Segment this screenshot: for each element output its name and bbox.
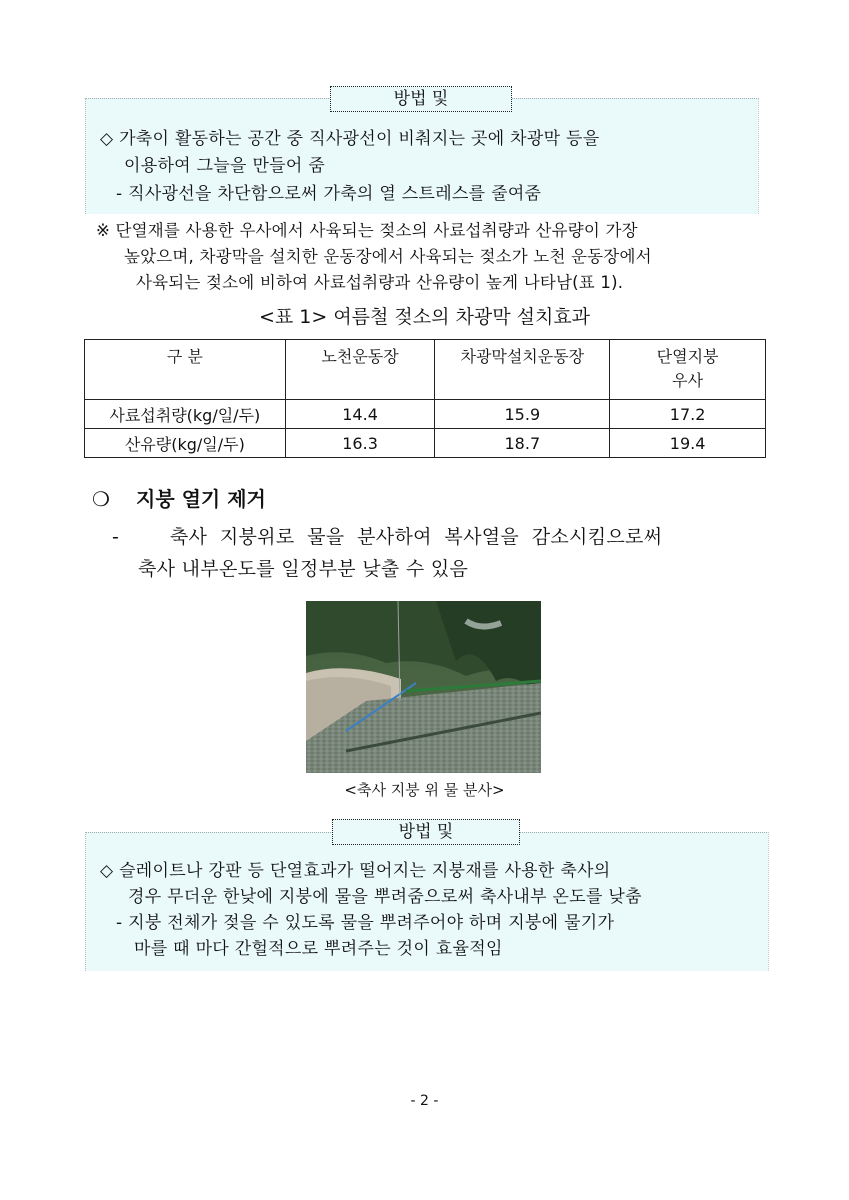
section-line-2: 축사 내부온도를 일정부분 낮출 수 있음 (138, 558, 469, 580)
section-title: 지붕 열기 제거 (136, 487, 266, 511)
note-line-1: ※ 단열재를 사용한 우사에서 사육되는 젖소의 사료섭취량과 산유량이 가장 (96, 221, 638, 240)
box2-line-1: ◇ 슬레이트나 강판 등 단열효과가 떨어지는 지붕재를 사용한 축사의 (100, 861, 611, 881)
table-cell: 사료섭취량(kg/일/두) (85, 400, 286, 429)
table-cell: 18.7 (435, 429, 610, 458)
note-line-2: 높았으며, 차광막을 설치한 운동장에서 사육되는 젖소가 노천 운동장에서 (124, 247, 652, 266)
data-table (84, 339, 766, 458)
table-cell: 17.2 (610, 400, 766, 429)
table-cell: 15.9 (435, 400, 610, 429)
section-heading (92, 483, 266, 512)
page-number: - 2 - (410, 1093, 439, 1109)
method-box-2-tag: 방법 및 (332, 819, 520, 845)
table-row (85, 429, 766, 458)
box2-line-4: 마를 때 마다 간헐적으로 뿌려주는 것이 효율적임 (134, 939, 503, 959)
table-header-insulated-roof: 단열지붕 (656, 347, 719, 366)
table-header-open-yard: 노천운동장 (285, 340, 435, 400)
table-cell: 19.4 (610, 429, 766, 458)
table-header-row (85, 340, 766, 400)
table-cell: 14.4 (285, 400, 435, 429)
table-header-category: 구 분 (85, 340, 286, 400)
roof-spray-photo (306, 601, 541, 773)
roof-spray-image (306, 601, 541, 773)
table-header-shade-yard: 차광막설치운동장 (435, 340, 610, 400)
box1-line-3: - 직사광선을 차단함으로써 가축의 열 스트레스를 줄여줌 (116, 184, 542, 204)
table-caption: <표 1> 여름철 젖소의 차광막 설치효과 (258, 306, 591, 328)
box2-line-3: - 지붕 전체가 젖을 수 있도록 물을 뿌려주어야 하며 지붕에 물기가 (116, 913, 615, 933)
table-cell: 산유량(kg/일/두) (85, 429, 286, 458)
box1-line-1: ◇ 가축이 활동하는 공간 중 직사광선이 비춰지는 곳에 차광막 등을 (100, 129, 600, 149)
section-bullet: ❍ (92, 487, 110, 511)
table-header-insulated-barn (610, 340, 766, 400)
table-row (85, 400, 766, 429)
box2-line-2: 경우 무더운 한낮에 지붕에 물을 뿌려줌으로써 축사내부 온도를 낮춤 (128, 887, 642, 907)
section-line-1: - 축사 지붕위로 물을 분사하여 복사열을 감소시킴으로써 (112, 526, 663, 548)
note-line-3: 사육되는 젖소에 비하여 사료섭취량과 산유량이 높게 나타남(표 1). (136, 273, 624, 292)
method-box-1-tag: 방법 및 (330, 86, 512, 112)
table-header-barn: 우사 (672, 371, 704, 390)
photo-caption: <축사 지붕 위 물 분사> (344, 781, 505, 799)
table-cell: 16.3 (285, 429, 435, 458)
box1-line-2: 이용하여 그늘을 만들어 줌 (124, 156, 326, 176)
